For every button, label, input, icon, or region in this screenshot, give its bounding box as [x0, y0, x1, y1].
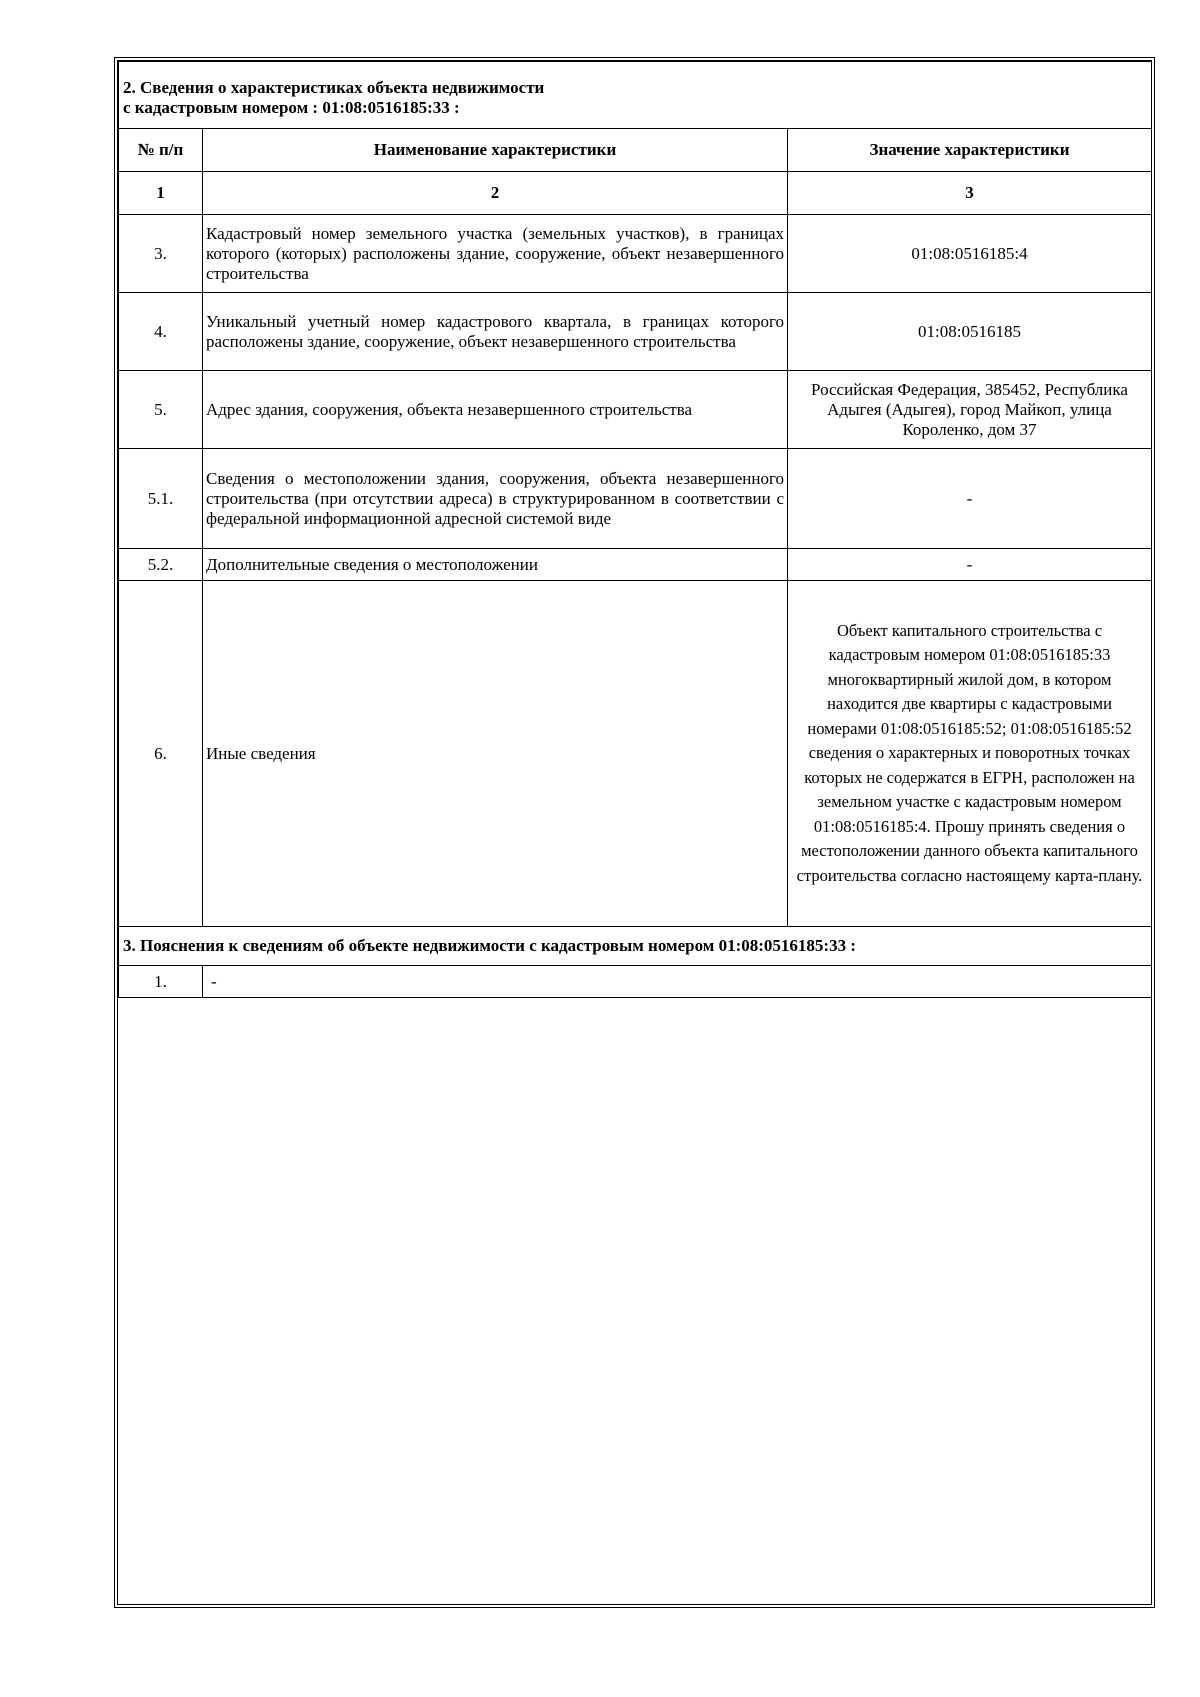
- row-num: 5.: [119, 371, 203, 449]
- table-row: [119, 371, 1152, 449]
- row-value: -: [788, 449, 1152, 549]
- header-value: Значение характеристики: [788, 129, 1152, 172]
- row-value: 01:08:0516185: [788, 293, 1152, 371]
- row-value: Объект капитального строительства с кадастровым номером 01:08:0516185:33 многоквартирный жилой дом, в котором находится две квартиры с кадастровыми номерами 01:08:0516185:52; 01:08:0516185:52 сведения о характерных и поворотных точках которых не содержатся в ЕГРН, расположен на земельном участке с кадастровым номером 01:08:0516185:4. Прошу принять сведения о местоположении данного объекта капитального строительства согласно настоящему карта-плану.: [788, 581, 1152, 927]
- row-name: Адрес здания, сооружения, объекта незавершенного строительства: [203, 371, 788, 449]
- explanation-num: 1.: [119, 966, 203, 998]
- row-name: Уникальный учетный номер кадастрового квартала, в границах которого расположены здание, сооружение, объект незавершенного строительства: [203, 293, 788, 371]
- row-name: Иные сведения: [203, 581, 788, 927]
- characteristics-table: [118, 61, 1152, 1560]
- section-2-title: [119, 62, 1152, 129]
- header-name: Наименование характеристики: [203, 129, 788, 172]
- row-num: 4.: [119, 293, 203, 371]
- row-name: Кадастровый номер земельного участка (земельных участков), в границах которого (которых) расположены здание, сооружение, объект незавершенного строительства: [203, 215, 788, 293]
- row-name: Сведения о местоположении здания, сооружения, объекта незавершенного строительства (при отсутствии адреса) в структурированном в соответствии с федеральной информационной адресной системой виде: [203, 449, 788, 549]
- column-number-2: 2: [203, 172, 788, 215]
- row-value: 01:08:0516185:4: [788, 215, 1152, 293]
- table-header-row: [119, 129, 1152, 172]
- row-value: -: [788, 549, 1152, 581]
- row-num: 5.2.: [119, 549, 203, 581]
- section-3-title: 3. Пояснения к сведениям об объекте недвижимости с кадастровым номером 01:08:0516185:33 :: [119, 927, 1152, 966]
- section-2-title-line1: 2. Сведения о характеристиках объекта недвижимости: [123, 78, 545, 97]
- row-num: 3.: [119, 215, 203, 293]
- row-num: 5.1.: [119, 449, 203, 549]
- table-row: [119, 293, 1152, 371]
- column-number-row: [119, 172, 1152, 215]
- row-name: Дополнительные сведения о местоположении: [203, 549, 788, 581]
- column-number-3: 3: [788, 172, 1152, 215]
- blank-area: [119, 998, 1152, 1561]
- column-number-1: 1: [119, 172, 203, 215]
- table-row: [119, 966, 1152, 998]
- explanation-text: -: [203, 966, 1152, 998]
- table-row: [119, 449, 1152, 549]
- blank-cell: [119, 998, 1152, 1561]
- table-row: [119, 549, 1152, 581]
- header-num: № п/п: [119, 129, 203, 172]
- section-2-title-line2: с кадастровым номером : 01:08:0516185:33 :: [123, 98, 460, 117]
- row-num: 6.: [119, 581, 203, 927]
- row-value: Российская Федерация, 385452, Республика Адыгея (Адыгея), город Майкоп, улица Короленко, дом 37: [788, 371, 1152, 449]
- table-row: [119, 581, 1152, 927]
- table-row: [119, 215, 1152, 293]
